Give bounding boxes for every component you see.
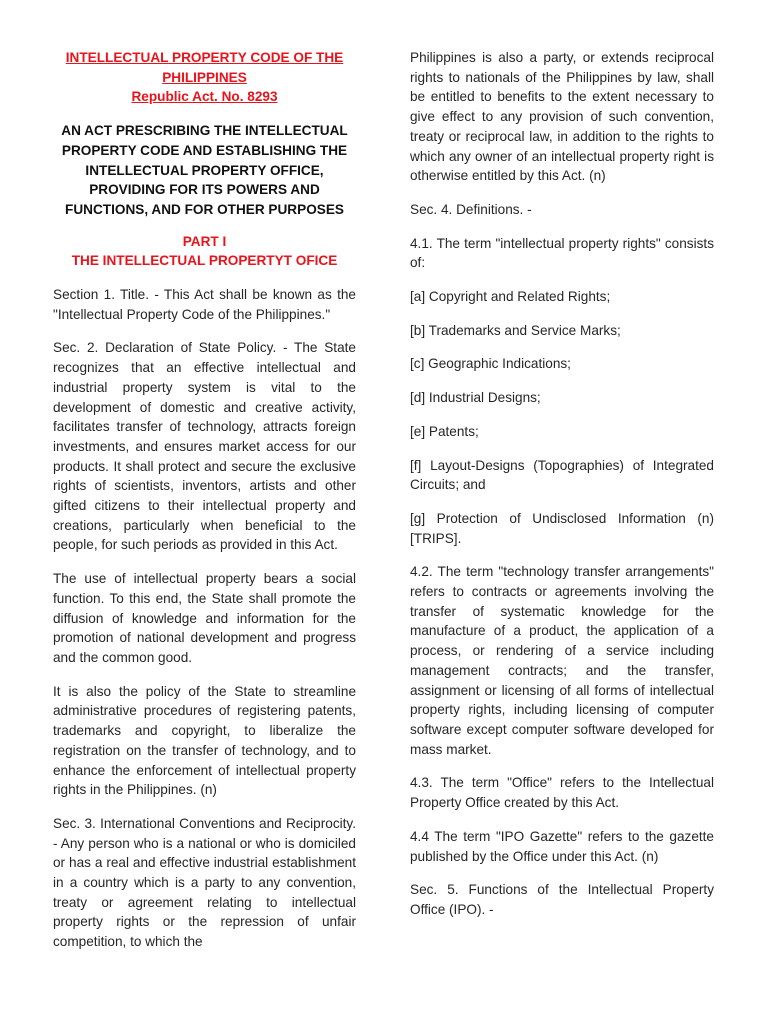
list-item-f: [f] Layout-Designs (Topographies) of Integrated Circuits; and <box>410 457 714 493</box>
republic-act-number: Republic Act. No. 8293 <box>131 89 278 105</box>
right-column <box>410 48 714 934</box>
state-policy-paragraph: It is also the policy of the State to streamline administrative procedures of registering patents, trademarks and copyright, to liberalize the registration on the transfer of technology, and to enhance the enforcement of intellectual property rights in the Philippines. (n) <box>53 683 356 798</box>
definition-4-4: 4.4 The term "IPO Gazette" refers to the gazette published by the Office under this Act. (n) <box>410 828 714 864</box>
document-title-line1: INTELLECTUAL PROPERTY CODE OF THE <box>65 50 344 65</box>
list-item-d: [d] Industrial Designs; <box>410 390 541 406</box>
section-3-continued-paragraph: Philippines is also a party, or extends reciprocal rights to nationals of the Philippines by law, shall be entitled to benefits to the extent necessary to give effect to any provision of such convention, treaty or reciprocal law, in addition to the rights to which any owner of an intellectual property right is otherwise entitled by this Act. (n) <box>410 50 714 184</box>
definition-4-2: 4.2. The term "technology transfer arrangements" refers to contracts or agreements involving the transfer of systematic knowledge for the manufacture of a product, the application of a process, or rendering of a service including management contracts; and the transfer, assignment or licensing of all forms of intellectual property rights, including licensing of computer software except computer software developed for mass market. <box>410 564 714 757</box>
social-function-paragraph: The use of intellectual property bears a social function. To this end, the State shall promote the diffusion of knowledge and information for the promotion of national development and progress and the common good. <box>53 571 356 665</box>
section-5-heading: Sec. 5. Functions of the Intellectual Property Office (IPO). - <box>410 882 714 917</box>
section-4-heading: Sec. 4. Definitions. - <box>410 201 532 217</box>
list-item-a: [a] Copyright and Related Rights; <box>410 289 611 305</box>
definition-4-1: 4.1. The term "intellectual property rights" consists of: <box>410 235 714 271</box>
list-item-g: [g] Protection of Undisclosed Information (n) [TRIPS]. <box>410 510 714 546</box>
part-title: THE INTELLECTUAL PROPERTYT OFICE <box>71 253 338 269</box>
list-item-c: [c] Geographic Indications; <box>410 356 571 372</box>
left-column <box>53 48 356 966</box>
document-title-line2: PHILIPPINES <box>162 69 247 85</box>
list-item-b: [b] Trademarks and Service Marks; <box>410 322 621 338</box>
act-title: AN ACT PRESCRIBING THE INTELLECTUAL PROPERTY CODE AND ESTABLISHING THE INTELLECTUAL PROPERTY OFFICE, PROVIDING FOR ITS POWERS AND FUNCTIONS, AND FOR OTHER PURPOSES <box>61 123 348 217</box>
section-1-paragraph: Section 1. Title. - This Act shall be known as the "Intellectual Property Code of the Philippines." <box>53 287 356 322</box>
document-header <box>53 48 356 271</box>
definition-4-3: 4.3. The term "Office" refers to the Intellectual Property Office created by this Act. <box>410 775 714 811</box>
list-item-e: [e] Patents; <box>410 423 479 439</box>
part-label: PART I <box>182 233 227 249</box>
section-3-paragraph: Sec. 3. International Conventions and Reciprocity. - Any person who is a national or who is domiciled or has a real and effective industrial establishment in a country which is a party to any convention, treaty or agreement relating to intellectual property rights or the repression of unfair competition, to which the <box>53 815 356 950</box>
section-2-paragraph: Sec. 2. Declaration of State Policy. - The State recognizes that an effective intellectual and industrial property system is vital to the development of domestic and creative activity, facilitates transfer of technology, attracts foreign investments, and ensures market access for our products. It shall protect and secure the exclusive rights of scientists, inventors, artists and other gifted citizens to their intellectual property and creations, particularly when beneficial to the people, for such periods as provided in this Act. <box>53 340 356 553</box>
